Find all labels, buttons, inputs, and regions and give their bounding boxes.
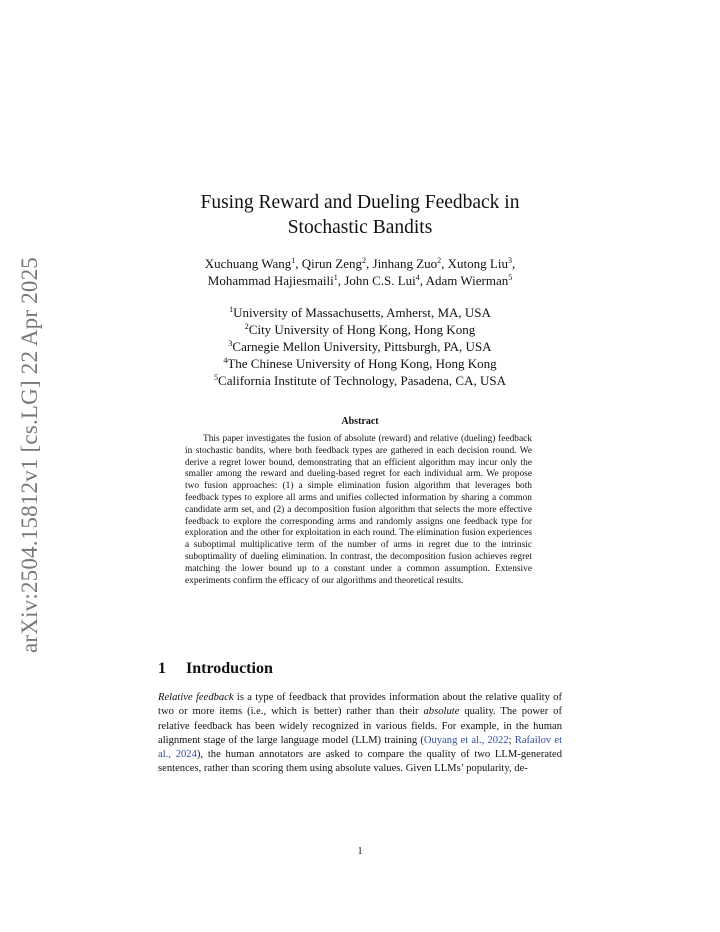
intro-paragraph: [158, 691, 562, 777]
author-separator: ,: [511, 256, 516, 271]
intro-text: quality. The power of relative feedback has been widely recognized in various fields. For example, in the human alignment stage of the large language model (LLM) training (: [158, 706, 562, 746]
author-name: Mohammad Hajiesmaili: [207, 273, 334, 288]
author-separator: ,: [295, 256, 302, 271]
author-list: [0, 255, 720, 289]
intro-text: ;: [508, 734, 515, 746]
affiliation-list: [0, 304, 720, 389]
affiliation-number: 4: [223, 356, 228, 365]
affiliation-text: City University of Hong Kong, Hong Kong: [248, 322, 476, 337]
author-separator: ,: [337, 273, 345, 288]
citation-link[interactable]: Rafailov et al., 2024: [158, 734, 563, 761]
affiliation-text: University of Massachusetts, Amherst, MA, USA: [233, 305, 491, 320]
affiliation-number: 2: [244, 322, 249, 331]
affiliation-number: 5: [214, 373, 219, 382]
author-line-2: [0, 272, 720, 289]
intro-text: ), the human annotators are asked to compare the quality of two LLM-generated sentences, rather than scoring them using absolute values. Given LLMs’ popularity, de-: [158, 749, 562, 775]
author-name: Xuchuang Wang: [204, 256, 292, 271]
affiliation-text: Carnegie Mellon University, Pittsburgh, PA, USA: [232, 339, 492, 354]
affiliation: [0, 355, 720, 372]
section-number: 1: [158, 660, 166, 677]
author-name: Xutong Liu: [447, 256, 508, 271]
title-line-2: Stochastic Bandits: [287, 217, 433, 238]
author-affiliation-mark: 3: [507, 256, 512, 265]
author-name: Jinhang Zuo: [372, 256, 438, 271]
arxiv-identifier-text: arXiv:2504.15812v1 [cs.LG] 22 Apr 2025: [17, 257, 42, 653]
affiliation: [0, 321, 720, 338]
author-affiliation-mark: 5: [508, 273, 513, 282]
author-affiliation-mark: 4: [415, 273, 420, 282]
author-name: Qirun Zeng: [301, 256, 363, 271]
affiliation-text: The Chinese University of Hong Kong, Hong Kong: [227, 356, 497, 371]
citation-link[interactable]: Ouyang et al., 2022: [423, 734, 509, 746]
author-name: John C.S. Lui: [344, 273, 416, 288]
affiliation: [0, 338, 720, 355]
author-separator: ,: [441, 256, 448, 271]
author-separator: ,: [419, 273, 426, 288]
abstract-text: This paper investigates the fusion of absolute (reward) and relative (dueling) feedback in stochastic bandits, where both feedback types are gathered in each decision round. We derive a regret lower bound, demonstrating that an efficient algorithm may incur only the smaller among the reward and dueling-based regret for each individual arm. We propose two fusion approaches: (1) a simple elimination fusion algorithm that leverages both feedback types to explore all arms and unifies collected information by sharing a common candidate arm set, and (2) a decomposition fusion algorithm that selects the more effective feedback to explore the corresponding arms and randomly assigns one feedback type for exploration and the other for exploitation in each round. The elimination fusion experiences a suboptimal multiplicative term of the number of arms in regret due to the intrinsic suboptimality of dueling elimination. In contrast, the decomposition fusion achieves regret matching the lower bound up to a constant under a common assumption. Extensive experiments confirm the efficacy of our algorithms and theoretical results.: [185, 434, 532, 586]
affiliation: [0, 304, 720, 321]
author-name: Adam Wierman: [425, 273, 509, 288]
affiliation-number: 1: [229, 305, 234, 314]
author-affiliation-mark: 1: [333, 273, 338, 282]
section-title: Introduction: [186, 660, 273, 677]
title-line-1: Fusing Reward and Dueling Feedback in: [200, 192, 520, 213]
affiliation-text: California Institute of Technology, Pasadena, CA, USA: [218, 373, 506, 388]
page-number: 1: [357, 846, 363, 857]
intro-text: is a type of feedback that provides information about the relative quality of two or more items (i.e., which is better) rather than their: [158, 692, 563, 718]
section-heading: [158, 660, 273, 678]
abstract-heading: Abstract: [341, 416, 379, 427]
author-affiliation-mark: 2: [362, 256, 367, 265]
author-line-1: [0, 255, 720, 272]
affiliation: [0, 372, 720, 389]
author-separator: ,: [366, 256, 373, 271]
author-affiliation-mark: 1: [291, 256, 296, 265]
author-affiliation-mark: 2: [437, 256, 442, 265]
emphasis-relative-feedback: Relative feedback: [158, 692, 234, 703]
emphasis-absolute: absolute: [423, 706, 460, 718]
paper-title: [0, 190, 720, 240]
affiliation-number: 3: [228, 339, 233, 348]
